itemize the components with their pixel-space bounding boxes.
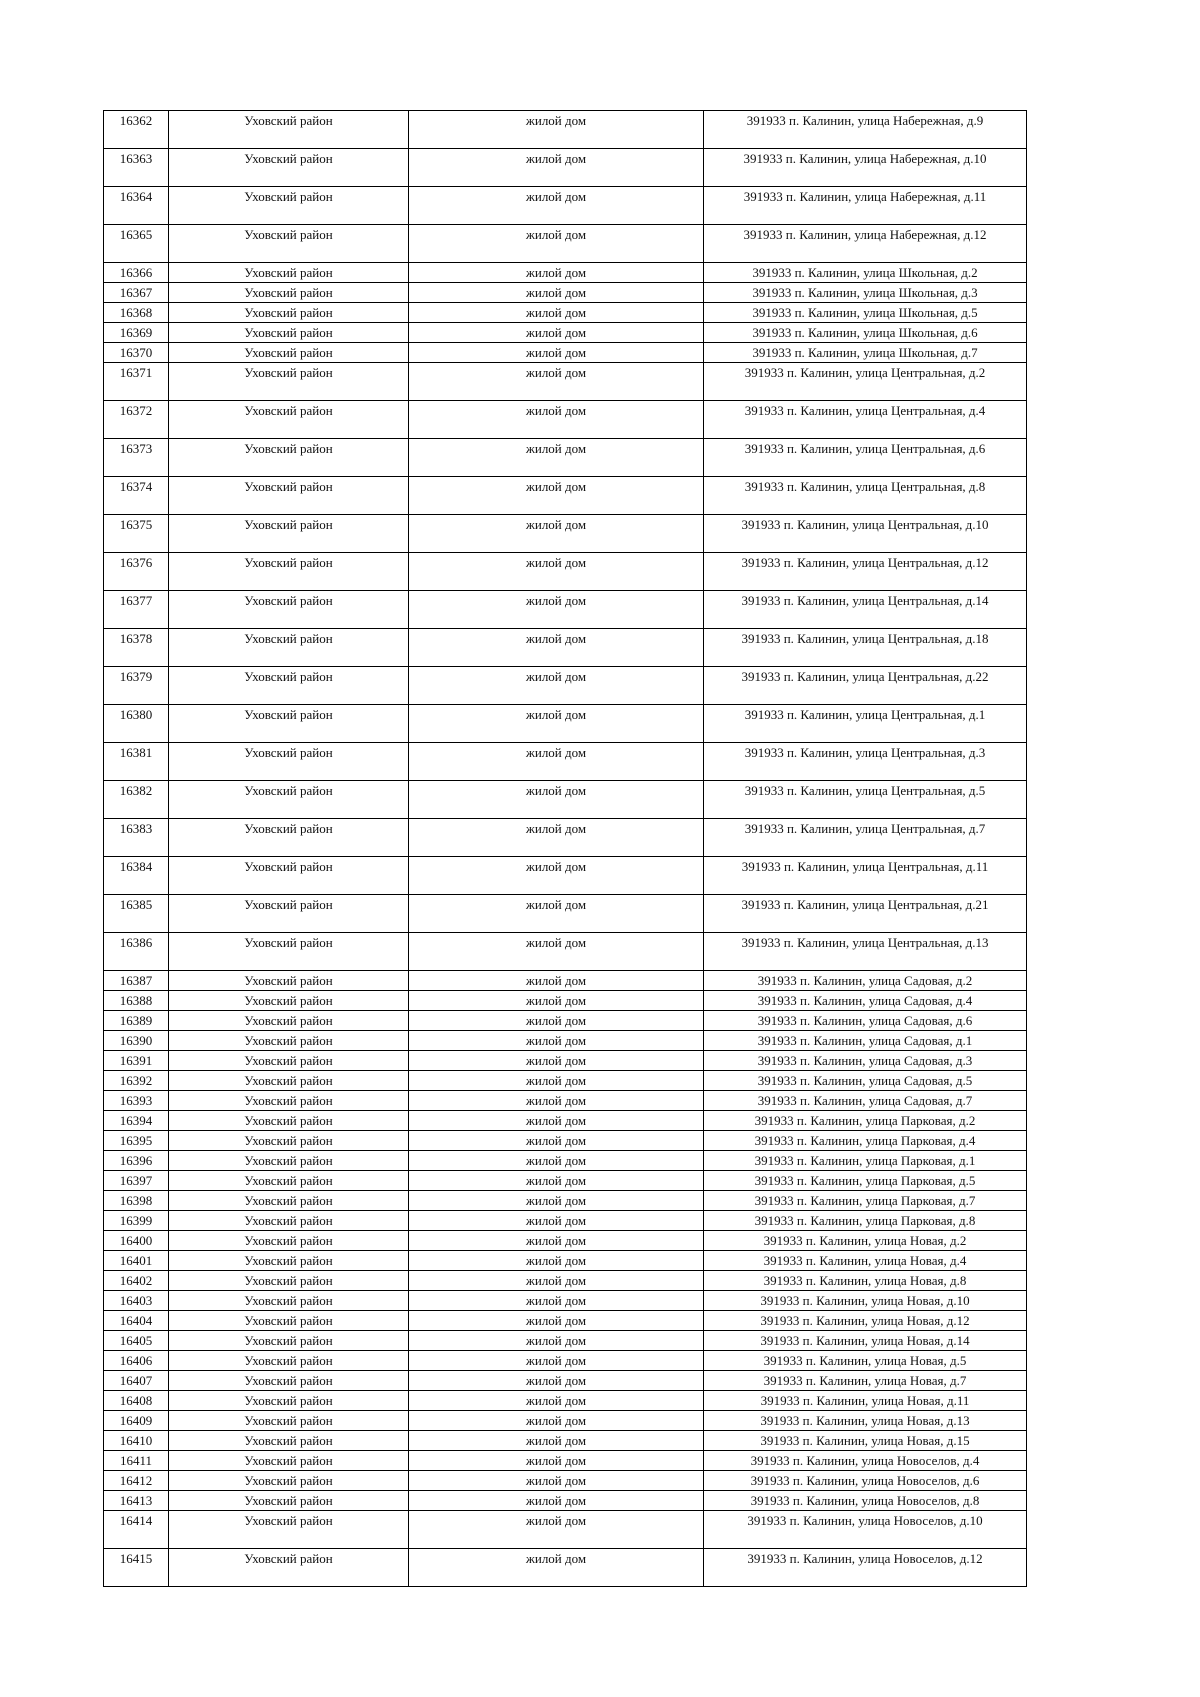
address-cell: 391933 п. Калинин, улица Школьная, д.5 xyxy=(704,303,1027,323)
object-type-cell: жилой дом xyxy=(409,743,704,781)
object-type-cell: жилой дом xyxy=(409,553,704,591)
table-row xyxy=(104,515,1027,553)
row-number-cell: 16386 xyxy=(104,933,169,971)
object-type-cell: жилой дом xyxy=(409,1291,704,1311)
object-type-cell: жилой дом xyxy=(409,1311,704,1331)
row-number-cell: 16368 xyxy=(104,303,169,323)
address-cell: 391933 п. Калинин, улица Школьная, д.7 xyxy=(704,343,1027,363)
object-type-cell: жилой дом xyxy=(409,705,704,743)
district-cell: Уховский район xyxy=(169,1251,409,1271)
address-cell: 391933 п. Калинин, улица Центральная, д.22 xyxy=(704,667,1027,705)
row-number-cell: 16399 xyxy=(104,1211,169,1231)
object-type-cell: жилой дом xyxy=(409,1271,704,1291)
district-cell: Уховский район xyxy=(169,1051,409,1071)
address-cell: 391933 п. Калинин, улица Новая, д.2 xyxy=(704,1231,1027,1251)
table-row xyxy=(104,1111,1027,1131)
row-number-cell: 16387 xyxy=(104,971,169,991)
address-cell: 391933 п. Калинин, улица Новая, д.14 xyxy=(704,1331,1027,1351)
object-type-cell: жилой дом xyxy=(409,819,704,857)
district-cell: Уховский район xyxy=(169,1451,409,1471)
object-type-cell: жилой дом xyxy=(409,1411,704,1431)
object-type-cell: жилой дом xyxy=(409,1111,704,1131)
address-cell: 391933 п. Калинин, улица Школьная, д.3 xyxy=(704,283,1027,303)
row-number-cell: 16364 xyxy=(104,187,169,225)
object-type-cell: жилой дом xyxy=(409,1191,704,1211)
address-cell: 391933 п. Калинин, улица Садовая, д.4 xyxy=(704,991,1027,1011)
row-number-cell: 16369 xyxy=(104,323,169,343)
district-cell: Уховский район xyxy=(169,1171,409,1191)
table-row xyxy=(104,1291,1027,1311)
address-cell: 391933 п. Калинин, улица Новоселов, д.6 xyxy=(704,1471,1027,1491)
district-cell: Уховский район xyxy=(169,1291,409,1311)
address-cell: 391933 п. Калинин, улица Новая, д.13 xyxy=(704,1411,1027,1431)
object-type-cell: жилой дом xyxy=(409,1091,704,1111)
district-cell: Уховский район xyxy=(169,553,409,591)
row-number-cell: 16373 xyxy=(104,439,169,477)
table-row xyxy=(104,1051,1027,1071)
object-type-cell: жилой дом xyxy=(409,1071,704,1091)
address-cell: 391933 п. Калинин, улица Новая, д.5 xyxy=(704,1351,1027,1371)
address-cell: 391933 п. Калинин, улица Новая, д.8 xyxy=(704,1271,1027,1291)
table-row xyxy=(104,1351,1027,1371)
address-cell: 391933 п. Калинин, улица Новоселов, д.4 xyxy=(704,1451,1027,1471)
district-cell: Уховский район xyxy=(169,1271,409,1291)
address-cell: 391933 п. Калинин, улица Новая, д.11 xyxy=(704,1391,1027,1411)
table-row xyxy=(104,283,1027,303)
object-type-cell: жилой дом xyxy=(409,1331,704,1351)
table-row xyxy=(104,933,1027,971)
row-number-cell: 16371 xyxy=(104,363,169,401)
object-type-cell: жилой дом xyxy=(409,1491,704,1511)
district-cell: Уховский район xyxy=(169,225,409,263)
object-type-cell: жилой дом xyxy=(409,1251,704,1271)
address-table-body xyxy=(104,111,1027,1587)
table-row xyxy=(104,667,1027,705)
table-row xyxy=(104,343,1027,363)
table-row xyxy=(104,1231,1027,1251)
address-cell: 391933 п. Калинин, улица Садовая, д.5 xyxy=(704,1071,1027,1091)
address-cell: 391933 п. Калинин, улица Новая, д.7 xyxy=(704,1371,1027,1391)
district-cell: Уховский район xyxy=(169,1331,409,1351)
table-row xyxy=(104,1491,1027,1511)
table-row xyxy=(104,149,1027,187)
address-cell: 391933 п. Калинин, улица Центральная, д.21 xyxy=(704,895,1027,933)
address-cell: 391933 п. Калинин, улица Школьная, д.2 xyxy=(704,263,1027,283)
row-number-cell: 16409 xyxy=(104,1411,169,1431)
table-row xyxy=(104,1451,1027,1471)
row-number-cell: 16372 xyxy=(104,401,169,439)
object-type-cell: жилой дом xyxy=(409,1371,704,1391)
address-cell: 391933 п. Калинин, улица Центральная, д.3 xyxy=(704,743,1027,781)
address-cell: 391933 п. Калинин, улица Парковая, д.1 xyxy=(704,1151,1027,1171)
address-cell: 391933 п. Калинин, улица Парковая, д.8 xyxy=(704,1211,1027,1231)
table-row xyxy=(104,895,1027,933)
table-row xyxy=(104,1191,1027,1211)
table-row xyxy=(104,323,1027,343)
object-type-cell: жилой дом xyxy=(409,477,704,515)
row-number-cell: 16408 xyxy=(104,1391,169,1411)
row-number-cell: 16382 xyxy=(104,781,169,819)
row-number-cell: 16393 xyxy=(104,1091,169,1111)
row-number-cell: 16385 xyxy=(104,895,169,933)
object-type-cell: жилой дом xyxy=(409,1151,704,1171)
district-cell: Уховский район xyxy=(169,629,409,667)
district-cell: Уховский район xyxy=(169,781,409,819)
district-cell: Уховский район xyxy=(169,1511,409,1549)
address-cell: 391933 п. Калинин, улица Школьная, д.6 xyxy=(704,323,1027,343)
table-row xyxy=(104,991,1027,1011)
row-number-cell: 16366 xyxy=(104,263,169,283)
table-row xyxy=(104,705,1027,743)
object-type-cell: жилой дом xyxy=(409,1549,704,1587)
address-cell: 391933 п. Калинин, улица Центральная, д.5 xyxy=(704,781,1027,819)
table-row xyxy=(104,1471,1027,1491)
object-type-cell: жилой дом xyxy=(409,1231,704,1251)
object-type-cell: жилой дом xyxy=(409,323,704,343)
table-row xyxy=(104,629,1027,667)
district-cell: Уховский район xyxy=(169,149,409,187)
table-row xyxy=(104,1091,1027,1111)
table-row xyxy=(104,1271,1027,1291)
table-row xyxy=(104,1431,1027,1451)
object-type-cell: жилой дом xyxy=(409,933,704,971)
object-type-cell: жилой дом xyxy=(409,1391,704,1411)
row-number-cell: 16415 xyxy=(104,1549,169,1587)
address-cell: 391933 п. Калинин, улица Набережная, д.9 xyxy=(704,111,1027,149)
row-number-cell: 16370 xyxy=(104,343,169,363)
object-type-cell: жилой дом xyxy=(409,667,704,705)
district-cell: Уховский район xyxy=(169,1231,409,1251)
object-type-cell: жилой дом xyxy=(409,111,704,149)
object-type-cell: жилой дом xyxy=(409,857,704,895)
address-cell: 391933 п. Калинин, улица Набережная, д.11 xyxy=(704,187,1027,225)
district-cell: Уховский район xyxy=(169,1431,409,1451)
row-number-cell: 16413 xyxy=(104,1491,169,1511)
address-cell: 391933 п. Калинин, улица Садовая, д.6 xyxy=(704,1011,1027,1031)
row-number-cell: 16410 xyxy=(104,1431,169,1451)
row-number-cell: 16388 xyxy=(104,991,169,1011)
row-number-cell: 16374 xyxy=(104,477,169,515)
row-number-cell: 16390 xyxy=(104,1031,169,1051)
district-cell: Уховский район xyxy=(169,343,409,363)
row-number-cell: 16412 xyxy=(104,1471,169,1491)
address-cell: 391933 п. Калинин, улица Новая, д.10 xyxy=(704,1291,1027,1311)
table-row xyxy=(104,591,1027,629)
row-number-cell: 16376 xyxy=(104,553,169,591)
address-cell: 391933 п. Калинин, улица Садовая, д.2 xyxy=(704,971,1027,991)
row-number-cell: 16405 xyxy=(104,1331,169,1351)
table-row xyxy=(104,857,1027,895)
object-type-cell: жилой дом xyxy=(409,1211,704,1231)
row-number-cell: 16391 xyxy=(104,1051,169,1071)
table-row xyxy=(104,1031,1027,1051)
row-number-cell: 16414 xyxy=(104,1511,169,1549)
row-number-cell: 16379 xyxy=(104,667,169,705)
object-type-cell: жилой дом xyxy=(409,895,704,933)
district-cell: Уховский район xyxy=(169,1311,409,1331)
object-type-cell: жилой дом xyxy=(409,591,704,629)
district-cell: Уховский район xyxy=(169,1549,409,1587)
table-row xyxy=(104,1131,1027,1151)
row-number-cell: 16362 xyxy=(104,111,169,149)
row-number-cell: 16402 xyxy=(104,1271,169,1291)
table-row xyxy=(104,1311,1027,1331)
address-cell: 391933 п. Калинин, улица Парковая, д.5 xyxy=(704,1171,1027,1191)
address-cell: 391933 п. Калинин, улица Центральная, д.8 xyxy=(704,477,1027,515)
address-cell: 391933 п. Калинин, улица Садовая, д.3 xyxy=(704,1051,1027,1071)
district-cell: Уховский район xyxy=(169,1391,409,1411)
district-cell: Уховский район xyxy=(169,743,409,781)
district-cell: Уховский район xyxy=(169,971,409,991)
object-type-cell: жилой дом xyxy=(409,149,704,187)
address-cell: 391933 п. Калинин, улица Центральная, д.10 xyxy=(704,515,1027,553)
address-cell: 391933 п. Калинин, улица Парковая, д.4 xyxy=(704,1131,1027,1151)
row-number-cell: 16367 xyxy=(104,283,169,303)
address-cell: 391933 п. Калинин, улица Садовая, д.7 xyxy=(704,1091,1027,1111)
object-type-cell: жилой дом xyxy=(409,1511,704,1549)
table-row xyxy=(104,1391,1027,1411)
table-row xyxy=(104,1171,1027,1191)
table-row xyxy=(104,401,1027,439)
district-cell: Уховский район xyxy=(169,1091,409,1111)
row-number-cell: 16389 xyxy=(104,1011,169,1031)
district-cell: Уховский район xyxy=(169,263,409,283)
table-row xyxy=(104,477,1027,515)
row-number-cell: 16396 xyxy=(104,1151,169,1171)
address-cell: 391933 п. Калинин, улица Центральная, д.13 xyxy=(704,933,1027,971)
district-cell: Уховский район xyxy=(169,1071,409,1091)
district-cell: Уховский район xyxy=(169,1131,409,1151)
district-cell: Уховский район xyxy=(169,1491,409,1511)
district-cell: Уховский район xyxy=(169,1111,409,1131)
table-row xyxy=(104,1071,1027,1091)
address-cell: 391933 п. Калинин, улица Центральная, д.12 xyxy=(704,553,1027,591)
object-type-cell: жилой дом xyxy=(409,187,704,225)
object-type-cell: жилой дом xyxy=(409,515,704,553)
table-row xyxy=(104,1411,1027,1431)
district-cell: Уховский район xyxy=(169,667,409,705)
row-number-cell: 16403 xyxy=(104,1291,169,1311)
table-row xyxy=(104,1331,1027,1351)
row-number-cell: 16381 xyxy=(104,743,169,781)
address-cell: 391933 п. Калинин, улица Новоселов, д.10 xyxy=(704,1511,1027,1549)
address-cell: 391933 п. Калинин, улица Парковая, д.7 xyxy=(704,1191,1027,1211)
address-cell: 391933 п. Калинин, улица Центральная, д.6 xyxy=(704,439,1027,477)
table-row xyxy=(104,363,1027,401)
table-row xyxy=(104,971,1027,991)
district-cell: Уховский район xyxy=(169,1211,409,1231)
table-row xyxy=(104,1371,1027,1391)
object-type-cell: жилой дом xyxy=(409,629,704,667)
district-cell: Уховский район xyxy=(169,933,409,971)
object-type-cell: жилой дом xyxy=(409,1431,704,1451)
object-type-cell: жилой дом xyxy=(409,1131,704,1151)
address-cell: 391933 п. Калинин, улица Парковая, д.2 xyxy=(704,1111,1027,1131)
table-row xyxy=(104,1511,1027,1549)
object-type-cell: жилой дом xyxy=(409,439,704,477)
table-row xyxy=(104,439,1027,477)
object-type-cell: жилой дом xyxy=(409,303,704,323)
row-number-cell: 16378 xyxy=(104,629,169,667)
district-cell: Уховский район xyxy=(169,323,409,343)
table-row xyxy=(104,1011,1027,1031)
object-type-cell: жилой дом xyxy=(409,1031,704,1051)
district-cell: Уховский район xyxy=(169,111,409,149)
object-type-cell: жилой дом xyxy=(409,1051,704,1071)
object-type-cell: жилой дом xyxy=(409,1351,704,1371)
district-cell: Уховский район xyxy=(169,515,409,553)
table-row xyxy=(104,781,1027,819)
district-cell: Уховский район xyxy=(169,363,409,401)
row-number-cell: 16411 xyxy=(104,1451,169,1471)
object-type-cell: жилой дом xyxy=(409,1011,704,1031)
object-type-cell: жилой дом xyxy=(409,263,704,283)
row-number-cell: 16363 xyxy=(104,149,169,187)
row-number-cell: 16407 xyxy=(104,1371,169,1391)
address-cell: 391933 п. Калинин, улица Центральная, д.11 xyxy=(704,857,1027,895)
district-cell: Уховский район xyxy=(169,895,409,933)
district-cell: Уховский район xyxy=(169,705,409,743)
row-number-cell: 16398 xyxy=(104,1191,169,1211)
table-row xyxy=(104,111,1027,149)
table-row xyxy=(104,187,1027,225)
object-type-cell: жилой дом xyxy=(409,1171,704,1191)
district-cell: Уховский район xyxy=(169,1031,409,1051)
row-number-cell: 16365 xyxy=(104,225,169,263)
district-cell: Уховский район xyxy=(169,303,409,323)
object-type-cell: жилой дом xyxy=(409,343,704,363)
row-number-cell: 16401 xyxy=(104,1251,169,1271)
table-row xyxy=(104,263,1027,283)
table-row xyxy=(104,819,1027,857)
address-cell: 391933 п. Калинин, улица Центральная, д.4 xyxy=(704,401,1027,439)
district-cell: Уховский район xyxy=(169,187,409,225)
row-number-cell: 16377 xyxy=(104,591,169,629)
district-cell: Уховский район xyxy=(169,401,409,439)
table-row xyxy=(104,743,1027,781)
district-cell: Уховский район xyxy=(169,857,409,895)
address-cell: 391933 п. Калинин, улица Центральная, д.7 xyxy=(704,819,1027,857)
object-type-cell: жилой дом xyxy=(409,225,704,263)
object-type-cell: жилой дом xyxy=(409,1451,704,1471)
row-number-cell: 16406 xyxy=(104,1351,169,1371)
row-number-cell: 16400 xyxy=(104,1231,169,1251)
district-cell: Уховский район xyxy=(169,1411,409,1431)
address-cell: 391933 п. Калинин, улица Новая, д.15 xyxy=(704,1431,1027,1451)
object-type-cell: жилой дом xyxy=(409,991,704,1011)
district-cell: Уховский район xyxy=(169,1471,409,1491)
row-number-cell: 16404 xyxy=(104,1311,169,1331)
address-cell: 391933 п. Калинин, улица Новоселов, д.12 xyxy=(704,1549,1027,1587)
table-row xyxy=(104,1211,1027,1231)
district-cell: Уховский район xyxy=(169,1371,409,1391)
district-cell: Уховский район xyxy=(169,1151,409,1171)
address-cell: 391933 п. Калинин, улица Центральная, д.18 xyxy=(704,629,1027,667)
district-cell: Уховский район xyxy=(169,591,409,629)
row-number-cell: 16384 xyxy=(104,857,169,895)
district-cell: Уховский район xyxy=(169,1351,409,1371)
district-cell: Уховский район xyxy=(169,283,409,303)
object-type-cell: жилой дом xyxy=(409,363,704,401)
table-row xyxy=(104,1251,1027,1271)
object-type-cell: жилой дом xyxy=(409,971,704,991)
row-number-cell: 16395 xyxy=(104,1131,169,1151)
row-number-cell: 16375 xyxy=(104,515,169,553)
object-type-cell: жилой дом xyxy=(409,283,704,303)
address-cell: 391933 п. Калинин, улица Центральная, д.1 xyxy=(704,705,1027,743)
row-number-cell: 16380 xyxy=(104,705,169,743)
address-cell: 391933 п. Калинин, улица Набережная, д.12 xyxy=(704,225,1027,263)
table-row xyxy=(104,225,1027,263)
address-cell: 391933 п. Калинин, улица Набережная, д.10 xyxy=(704,149,1027,187)
table-row xyxy=(104,303,1027,323)
address-cell: 391933 п. Калинин, улица Центральная, д.2 xyxy=(704,363,1027,401)
district-cell: Уховский район xyxy=(169,477,409,515)
object-type-cell: жилой дом xyxy=(409,401,704,439)
district-cell: Уховский район xyxy=(169,991,409,1011)
table-row xyxy=(104,553,1027,591)
district-cell: Уховский район xyxy=(169,1011,409,1031)
district-cell: Уховский район xyxy=(169,1191,409,1211)
row-number-cell: 16383 xyxy=(104,819,169,857)
address-cell: 391933 п. Калинин, улица Новоселов, д.8 xyxy=(704,1491,1027,1511)
address-cell: 391933 п. Калинин, улица Новая, д.12 xyxy=(704,1311,1027,1331)
object-type-cell: жилой дом xyxy=(409,1471,704,1491)
address-cell: 391933 п. Калинин, улица Центральная, д.14 xyxy=(704,591,1027,629)
address-cell: 391933 п. Калинин, улица Садовая, д.1 xyxy=(704,1031,1027,1051)
object-type-cell: жилой дом xyxy=(409,781,704,819)
address-cell: 391933 п. Калинин, улица Новая, д.4 xyxy=(704,1251,1027,1271)
district-cell: Уховский район xyxy=(169,819,409,857)
table-row xyxy=(104,1151,1027,1171)
address-table xyxy=(103,110,1027,1587)
row-number-cell: 16394 xyxy=(104,1111,169,1131)
row-number-cell: 16392 xyxy=(104,1071,169,1091)
district-cell: Уховский район xyxy=(169,439,409,477)
row-number-cell: 16397 xyxy=(104,1171,169,1191)
table-row xyxy=(104,1549,1027,1587)
